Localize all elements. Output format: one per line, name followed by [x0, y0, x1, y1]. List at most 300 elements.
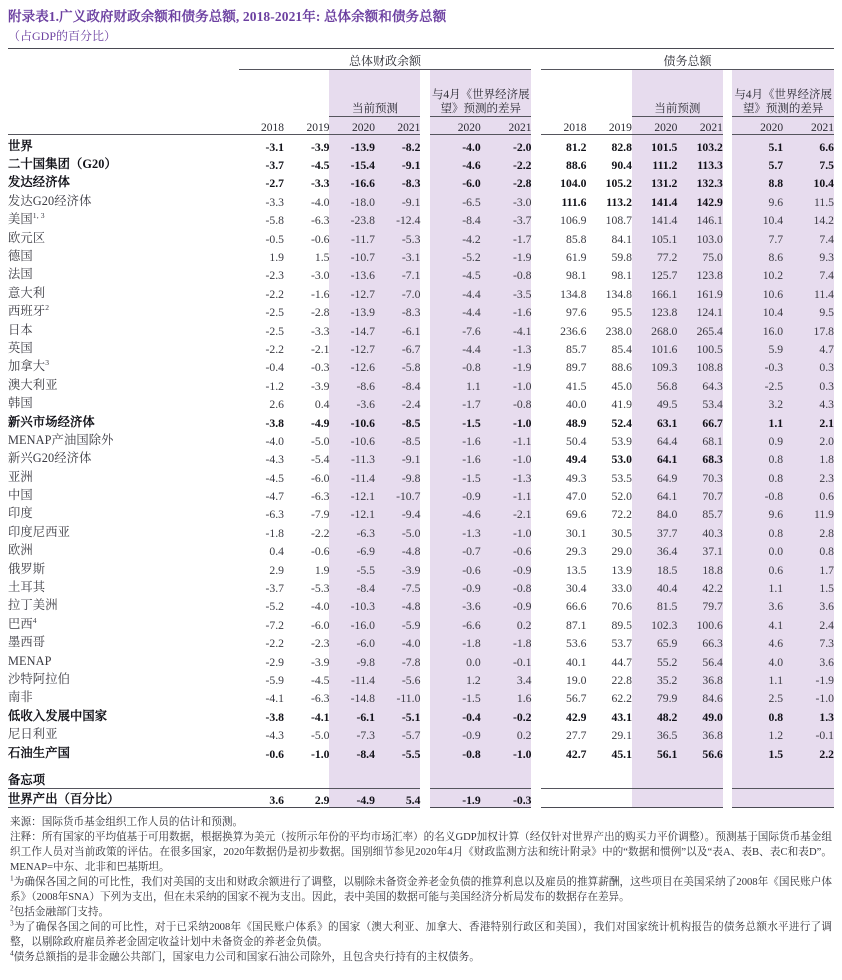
- cell-r21-c10: 0.8: [732, 521, 783, 539]
- row-label-text: 低收入发展中国家: [8, 708, 108, 723]
- memo-cell-0: 3.6: [239, 788, 284, 807]
- column-gap: [531, 770, 541, 789]
- table-row: [8, 577, 834, 595]
- cell-r19-c10: -0.8: [732, 485, 783, 503]
- table-row: [8, 742, 834, 760]
- column-gap: [723, 558, 733, 576]
- cell-r14-c2: -3.6: [329, 393, 374, 411]
- table-row: [8, 485, 834, 503]
- cell-r17-c2: -11.3: [329, 448, 374, 466]
- cell-r20-c9: 85.7: [677, 503, 722, 521]
- cell-r28-c2: -9.8: [329, 650, 374, 668]
- cell-r19-c3: -10.7: [375, 485, 420, 503]
- cell-r16-c3: -8.5: [375, 430, 420, 448]
- cell-r23-c0: 2.9: [269, 563, 285, 577]
- cell-r6-c1: 1.5: [314, 251, 330, 264]
- cell-blank-10: [732, 770, 783, 789]
- bottom-rule-cell: [284, 807, 329, 810]
- year-col-12: 2021: [783, 117, 834, 135]
- column-gap: [723, 246, 733, 264]
- cell-r32-c5: 0.2: [481, 724, 532, 742]
- table-row: [8, 724, 834, 742]
- row-label-text: 土耳其: [8, 580, 46, 595]
- column-gap: [531, 466, 541, 484]
- row-label-text: 英国: [8, 340, 33, 355]
- bottom-rule-cell: [732, 807, 783, 810]
- cell-r10-c4: -7.6: [430, 319, 481, 337]
- column-gap: [531, 411, 541, 429]
- column-gap: [723, 448, 733, 466]
- cell-r27-c6: 53.6: [566, 637, 587, 651]
- memo-spacer-row: [8, 761, 834, 770]
- cell-r30-c4: -1.5: [430, 687, 481, 705]
- bottom-rule-cell: [677, 807, 722, 810]
- row-label-text: 法国: [8, 267, 33, 282]
- memo-cell-5: -0.3: [481, 788, 532, 807]
- group-header-overall-balance: 总体财政余额: [239, 52, 532, 70]
- cell-r27-c10: 4.6: [732, 632, 783, 650]
- cell-r5-c4: -4.2: [430, 227, 481, 245]
- column-gap: [723, 135, 733, 154]
- cell-r4-c2: -23.8: [329, 209, 374, 227]
- cell-blank-5: [481, 770, 532, 789]
- column-gap: [420, 687, 430, 705]
- cell-r32-c4: -0.9: [430, 724, 481, 742]
- table-row: [8, 466, 834, 484]
- cell-r30-c9: 84.6: [677, 687, 722, 705]
- cell-r3-c0: -3.3: [265, 195, 285, 209]
- row-label: [8, 742, 239, 760]
- column-gap: [531, 761, 541, 770]
- note-3: [10, 920, 832, 950]
- column-gap: [723, 430, 733, 448]
- cell-r16-c2: -10.6: [329, 430, 374, 448]
- column-gap: [723, 687, 733, 705]
- cell-r4-c0: -5.8: [265, 214, 285, 228]
- cell-r23-c1: 1.9: [314, 563, 330, 577]
- year-col-3: 2020: [329, 117, 374, 135]
- cell-r21-c9: 40.3: [677, 521, 722, 539]
- column-gap: [723, 761, 733, 770]
- column-gap: [723, 503, 733, 521]
- cell-blank-4: [430, 761, 481, 770]
- cell-r31-c1: -4.1: [310, 710, 330, 724]
- column-gap: [723, 301, 733, 319]
- cell-r24-c0: -3.7: [265, 582, 285, 596]
- table-notes: [10, 815, 832, 965]
- column-gap: [531, 558, 541, 576]
- cell-r30-c0: -4.1: [265, 692, 285, 706]
- column-gap: [420, 540, 430, 558]
- cell-r31-c4: -0.4: [430, 705, 481, 723]
- column-gap: [420, 319, 430, 337]
- table-row: [8, 558, 834, 576]
- cell-r22-c0: 0.4: [269, 545, 285, 559]
- table-row: [8, 430, 834, 448]
- cell-r11-c7: 85.4: [611, 342, 632, 356]
- cell-r9-c6: 97.6: [566, 306, 587, 320]
- cell-r31-c11: 1.3: [783, 705, 834, 723]
- column-gap: [531, 485, 541, 503]
- cell-r16-c0: -4.0: [265, 434, 285, 448]
- cell-blank-2: [329, 770, 374, 789]
- cell-r24-c11: 1.5: [783, 577, 834, 595]
- cell-r9-c7: 95.5: [611, 306, 632, 320]
- cell-r4-c11: 14.2: [783, 209, 834, 227]
- note-3-marker: 3: [10, 918, 14, 928]
- cell-r11-c9: 100.5: [677, 338, 722, 356]
- cell-r18-c9: 70.3: [677, 466, 722, 484]
- column-gap: [420, 190, 430, 208]
- cell-blank-1: [284, 770, 329, 789]
- cell-r21-c8: 37.7: [632, 521, 677, 539]
- cell-r25-c5: -0.9: [481, 595, 532, 613]
- cell-r7-c6: 98.1: [566, 269, 587, 283]
- row-label: [8, 540, 239, 558]
- cell-r6-c6: 61.9: [566, 251, 587, 264]
- column-gap: [531, 227, 541, 245]
- cell-r32-c1: -5.0: [310, 729, 330, 743]
- cell-r28-c0: -2.9: [265, 655, 285, 669]
- cell-r0-c10: 5.1: [732, 135, 783, 154]
- column-gap: [531, 393, 541, 411]
- column-gap: [420, 374, 430, 392]
- memo-cell-4: -1.9: [430, 788, 481, 807]
- table-row: [8, 172, 834, 190]
- cell-r8-c8: 166.1: [632, 282, 677, 300]
- cell-r13-c2: -8.6: [329, 374, 374, 392]
- cell-r11-c0: -2.2: [265, 342, 285, 356]
- cell-r7-c11: 7.4: [783, 264, 834, 282]
- cell-r17-c9: 68.3: [677, 448, 722, 466]
- column-gap: [420, 503, 430, 521]
- cell-r14-c8: 49.5: [632, 393, 677, 411]
- column-gap: [420, 724, 430, 742]
- cell-r18-c5: -1.3: [481, 466, 532, 484]
- row-label-text: 韩国: [8, 396, 33, 411]
- cell-r16-c11: 2.0: [783, 430, 834, 448]
- cell-r18-c7: 53.5: [611, 471, 632, 485]
- cell-r28-c6: 40.1: [566, 655, 587, 669]
- column-gap: [420, 264, 430, 282]
- cell-r23-c7: 13.9: [611, 563, 632, 577]
- cell-r5-c1: -0.6: [310, 232, 330, 246]
- column-gap: [723, 338, 733, 356]
- cell-r7-c3: -7.1: [375, 264, 420, 282]
- year-col-2: 2019: [284, 117, 329, 135]
- cell-r22-c3: -4.8: [375, 540, 420, 558]
- cell-blank-11: [783, 770, 834, 789]
- cell-r6-c3: -3.1: [375, 246, 420, 264]
- memo-cell-8: [632, 788, 677, 807]
- column-gap: [531, 209, 541, 227]
- cell-r15-c7: 52.4: [611, 416, 632, 430]
- cell-r30-c10: 2.5: [732, 687, 783, 705]
- cell-r23-c3: -3.9: [375, 558, 420, 576]
- note-source: 来源：国际货币基金组织工作人员的估计和预测。: [10, 816, 244, 828]
- cell-r6-c10: 8.6: [732, 246, 783, 264]
- cell-r13-c11: 0.3: [783, 374, 834, 392]
- cell-r0-c4: -4.0: [430, 135, 481, 154]
- row-label-text: 中国: [8, 488, 33, 503]
- year-col-6: 2021: [481, 117, 532, 135]
- bottom-rule-cell: [430, 807, 481, 810]
- cell-r25-c9: 79.7: [677, 595, 722, 613]
- cell-r24-c6: 30.4: [566, 582, 587, 596]
- cell-r1-c2: -15.4: [329, 154, 374, 172]
- cell-r19-c2: -12.1: [329, 485, 374, 503]
- memo-cell-1: 2.9: [284, 788, 329, 807]
- cell-r13-c6: 41.5: [566, 379, 587, 393]
- row-label: [8, 503, 239, 521]
- row-label-text: 石油生产国: [8, 745, 70, 760]
- row-label-text: 沙特阿拉伯: [8, 671, 70, 686]
- cell-r24-c9: 42.2: [677, 577, 722, 595]
- cell-r27-c3: -4.0: [375, 632, 420, 650]
- cell-r2-c0: -2.7: [265, 177, 285, 191]
- cell-r29-c2: -11.4: [329, 669, 374, 687]
- cell-r30-c11: -1.0: [783, 687, 834, 705]
- row-label-text: 美国: [8, 212, 33, 227]
- column-gap: [420, 411, 430, 429]
- cell-r11-c4: -4.4: [430, 338, 481, 356]
- column-gap: [723, 650, 733, 668]
- cell-r20-c0: -6.3: [265, 508, 285, 522]
- cell-r18-c2: -11.4: [329, 466, 374, 484]
- column-gap: [420, 227, 430, 245]
- cell-r26-c11: 2.4: [783, 613, 834, 631]
- cell-r18-c10: 0.8: [732, 466, 783, 484]
- cell-r33-c7: 45.1: [611, 747, 632, 761]
- cell-r30-c7: 62.2: [611, 692, 632, 706]
- column-gap: [531, 577, 541, 595]
- cell-r1-c9: 113.3: [677, 154, 722, 172]
- cell-r18-c11: 2.3: [783, 466, 834, 484]
- cell-r3-c1: -4.0: [310, 195, 330, 209]
- cell-r17-c1: -5.4: [310, 453, 330, 467]
- column-gap: [531, 521, 541, 539]
- cell-r24-c4: -0.9: [430, 577, 481, 595]
- cell-r11-c3: -6.7: [375, 338, 420, 356]
- cell-r29-c1: -4.5: [310, 673, 330, 687]
- page-subtitle: （占GDP的百分比）: [8, 28, 117, 43]
- column-gap: [531, 301, 541, 319]
- note-2-marker: 2: [10, 903, 14, 913]
- row-label-footnote-marker: 4: [32, 615, 37, 625]
- cell-r19-c8: 64.1: [632, 485, 677, 503]
- cell-r11-c1: -2.1: [310, 342, 330, 356]
- cell-r23-c11: 1.7: [783, 558, 834, 576]
- cell-r13-c8: 56.8: [632, 374, 677, 392]
- cell-r6-c2: -10.7: [329, 246, 374, 264]
- table-bottom-rule: [8, 807, 834, 810]
- cell-r0-c1: -3.9: [310, 140, 330, 154]
- column-gap: [723, 190, 733, 208]
- column-gap: [531, 282, 541, 300]
- cell-r23-c8: 18.5: [632, 558, 677, 576]
- column-gap: [531, 246, 541, 264]
- column-gap: [531, 613, 541, 631]
- cell-r19-c6: 47.0: [566, 490, 587, 504]
- column-gap: [723, 411, 733, 429]
- cell-r2-c1: -3.3: [310, 177, 330, 191]
- row-label-text: 欧洲: [8, 543, 33, 558]
- cell-r31-c10: 0.8: [732, 705, 783, 723]
- cell-r3-c2: -18.0: [329, 190, 374, 208]
- cell-r8-c9: 161.9: [677, 282, 722, 300]
- cell-r29-c6: 19.0: [566, 673, 587, 687]
- column-gap: [420, 521, 430, 539]
- cell-r5-c10: 7.7: [732, 227, 783, 245]
- column-gap: [723, 356, 733, 374]
- column-gap: [531, 154, 541, 172]
- column-gap: [420, 742, 430, 760]
- row-label: [8, 687, 239, 705]
- table-row: [8, 374, 834, 392]
- memo-heading-row: [8, 770, 834, 789]
- cell-r32-c0: -4.3: [265, 729, 285, 743]
- cell-blank-7: [586, 770, 631, 789]
- cell-r3-c6: 111.6: [561, 195, 587, 209]
- cell-r6-c8: 77.2: [632, 246, 677, 264]
- table-row: [8, 521, 834, 539]
- cell-r27-c11: 7.3: [783, 632, 834, 650]
- cell-r5-c11: 7.4: [783, 227, 834, 245]
- column-gap: [531, 687, 541, 705]
- column-gap: [420, 356, 430, 374]
- cell-r5-c3: -5.3: [375, 227, 420, 245]
- cell-r24-c5: -0.8: [481, 577, 532, 595]
- row-label: [8, 135, 239, 154]
- column-gap: [723, 264, 733, 282]
- cell-r24-c1: -5.3: [310, 582, 330, 596]
- cell-r28-c5: -0.1: [481, 650, 532, 668]
- column-gap: [723, 282, 733, 300]
- cell-r3-c7: 113.2: [606, 195, 632, 209]
- table-wrapper: [8, 48, 834, 810]
- column-gap: [531, 595, 541, 613]
- row-label-text: 墨西哥: [8, 635, 46, 650]
- row-label: [8, 374, 239, 392]
- cell-r17-c4: -1.6: [430, 448, 481, 466]
- cell-r8-c5: -3.5: [481, 282, 532, 300]
- row-label: [8, 613, 239, 631]
- cell-r12-c0: -0.4: [265, 361, 285, 375]
- cell-r26-c1: -6.0: [310, 618, 330, 632]
- cell-r25-c8: 81.5: [632, 595, 677, 613]
- row-label-text: 西班牙: [8, 304, 46, 319]
- row-label: [8, 577, 239, 595]
- memo-row-label: 世界产出（百分比）: [8, 788, 239, 807]
- column-gap: [723, 724, 733, 742]
- cell-r27-c9: 66.3: [677, 632, 722, 650]
- row-label-text: 拉丁美洲: [8, 598, 58, 613]
- cell-r31-c5: -0.2: [481, 705, 532, 723]
- cell-r4-c4: -8.4: [430, 209, 481, 227]
- cell-r7-c8: 125.7: [632, 264, 677, 282]
- cell-r17-c10: 0.8: [732, 448, 783, 466]
- cell-r4-c6: 106.9: [560, 214, 587, 228]
- cell-r6-c0: 1.9: [269, 251, 285, 264]
- cell-r6-c7: 59.8: [611, 251, 632, 264]
- memo-cell-7: [586, 788, 631, 807]
- cell-r12-c3: -5.8: [375, 356, 420, 374]
- cell-r2-c2: -16.6: [329, 172, 374, 190]
- cell-r5-c2: -11.7: [329, 227, 374, 245]
- table-row: [8, 301, 834, 319]
- column-gap: [723, 466, 733, 484]
- column-gap: [531, 356, 541, 374]
- column-gap: [723, 227, 733, 245]
- cell-r10-c11: 17.8: [783, 319, 834, 337]
- year-col-11: 2020: [732, 117, 783, 135]
- cell-r33-c4: -0.8: [430, 742, 481, 760]
- column-gap: [420, 558, 430, 576]
- cell-r2-c6: 104.0: [560, 177, 587, 191]
- column-gap: [723, 374, 733, 392]
- cell-r21-c7: 30.5: [611, 526, 632, 540]
- column-gap: [531, 705, 541, 723]
- cell-r25-c2: -10.3: [329, 595, 374, 613]
- cell-r18-c1: -6.0: [310, 471, 330, 485]
- column-gap: [723, 705, 733, 723]
- cell-r15-c6: 48.9: [566, 416, 587, 430]
- cell-r12-c6: 89.7: [566, 361, 587, 375]
- cell-r29-c10: 1.1: [732, 669, 783, 687]
- cell-r10-c6: 236.6: [560, 324, 587, 338]
- row-label-text: 南非: [8, 690, 33, 705]
- cell-r33-c5: -1.0: [481, 742, 532, 760]
- cell-r6-c9: 75.0: [677, 246, 722, 264]
- cell-r21-c1: -2.2: [310, 526, 330, 540]
- cell-r21-c3: -5.0: [375, 521, 420, 539]
- cell-r32-c6: 27.7: [566, 729, 587, 743]
- column-gap: [723, 393, 733, 411]
- column-gap: [420, 788, 430, 807]
- column-gap: [420, 669, 430, 687]
- row-label: [8, 466, 239, 484]
- column-gap: [531, 374, 541, 392]
- cell-r20-c7: 72.2: [611, 508, 632, 522]
- row-label: [8, 227, 239, 245]
- cell-r29-c4: 1.2: [430, 669, 481, 687]
- cell-r1-c1: -4.5: [310, 159, 330, 173]
- cell-r24-c3: -7.5: [375, 577, 420, 595]
- cell-r1-c7: 90.4: [611, 159, 632, 173]
- cell-r6-c5: -1.9: [481, 246, 532, 264]
- row-label-footnote-marker: 2: [45, 303, 50, 313]
- cell-r30-c1: -6.3: [310, 692, 330, 706]
- row-label-text: 加拿大: [8, 359, 46, 374]
- cell-r27-c1: -2.3: [310, 637, 330, 651]
- cell-r28-c10: 4.0: [732, 650, 783, 668]
- page-title: 附录表1.广义政府财政余额和债务总额, 2018-2021年: 总体余额和债务总额: [8, 9, 447, 24]
- cell-r5-c5: -1.7: [481, 227, 532, 245]
- title-block: [0, 0, 842, 43]
- cell-r10-c3: -6.1: [375, 319, 420, 337]
- cell-blank-4: [430, 770, 481, 789]
- cell-r27-c0: -2.2: [265, 637, 285, 651]
- cell-r8-c6: 134.8: [560, 287, 587, 301]
- table-row: [8, 705, 834, 723]
- table-row: [8, 338, 834, 356]
- cell-r18-c4: -1.5: [430, 466, 481, 484]
- cell-r22-c7: 29.0: [611, 545, 632, 559]
- column-gap: [531, 632, 541, 650]
- cell-r30-c2: -14.8: [329, 687, 374, 705]
- cell-r9-c2: -13.9: [329, 301, 374, 319]
- cell-r14-c4: -1.7: [430, 393, 481, 411]
